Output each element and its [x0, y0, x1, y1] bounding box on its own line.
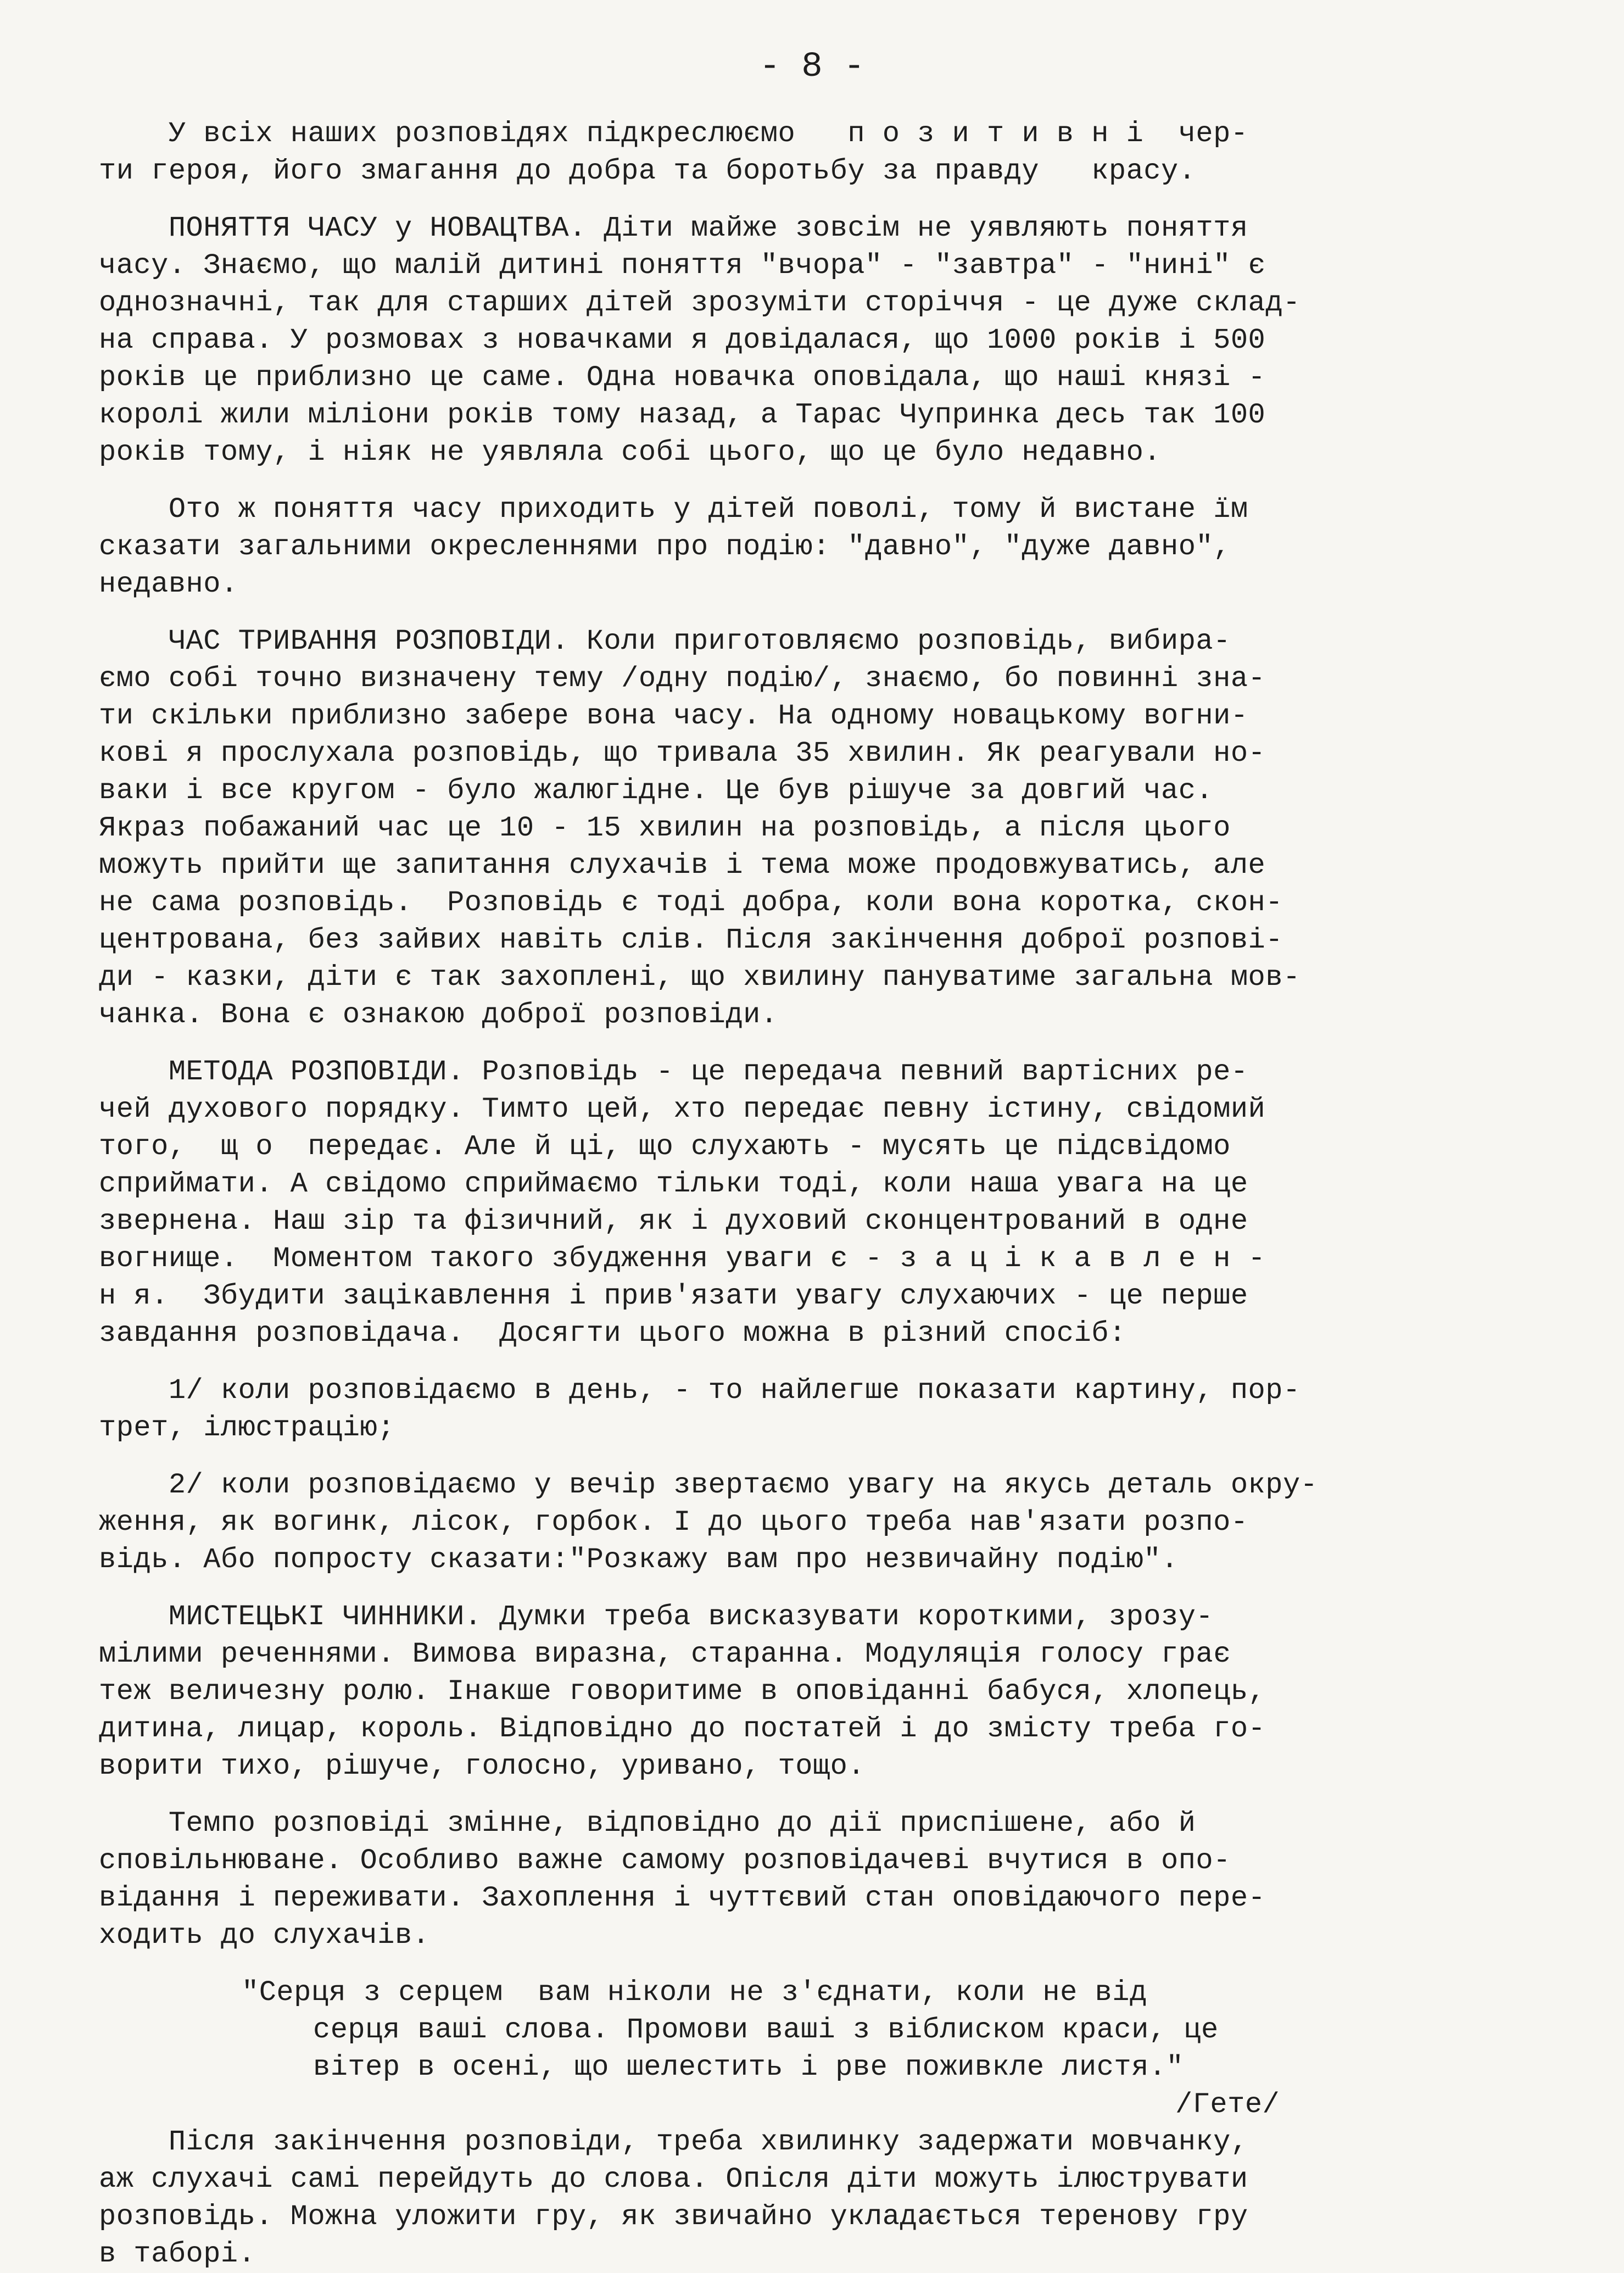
paragraph-line: розповідь. Можна уложити гру, як звичайно укладається теренову гру: [99, 2200, 1248, 2233]
paragraph-line: ємо собі точно визначену тему /одну подію/, знаємо, бо повинні зна-: [99, 662, 1266, 695]
paragraph-intro: [99, 115, 1538, 190]
paragraph-line: Темпо розповіді змінне, відповідно до дії приспішене, або й: [99, 1807, 1196, 1840]
paragraph-time-concept-2: [99, 491, 1538, 603]
paragraph-line: сприймати. А свідомо сприймаємо тільки тоді, коли наша увага на це: [99, 1168, 1248, 1200]
paragraph-method: [99, 1054, 1538, 1352]
paragraph-gap: [99, 190, 1538, 210]
paragraph-line: на справа. У розмовах з новачками я довідалася, що 1000 років і 500: [99, 324, 1266, 356]
paragraph-line: чей духового порядку. Тимто цей, хто передає певну істину, свідомий: [99, 1093, 1266, 1126]
quote-block: [99, 1974, 1538, 2124]
paragraph-gap: [99, 471, 1538, 491]
paragraph-line: не сама розповідь. Розповідь є тоді добра, коли вона коротка, скон-: [99, 887, 1283, 919]
paragraph-line: кові я прослухала розповідь, що тривала 35 хвилин. Як реагували но-: [99, 737, 1266, 770]
paragraph-gap: [99, 1785, 1538, 1805]
paragraph-line: трет, ілюстрацію;: [99, 1412, 395, 1444]
paragraph-line: Якраз побажаний час це 10 - 15 хвилин на розповідь, а після цього: [99, 812, 1231, 844]
paragraph-line: дитина, лицар, король. Відповідно до постатей і до змісту треба го-: [99, 1713, 1266, 1745]
paragraph-line: аж слухачі самі перейдуть до слова. Опісля діти можуть ілюструвати: [99, 2163, 1248, 2196]
paragraph-line: МЕТОДА РОЗПОВІДИ. Розповідь - це передача певний вартісних ре-: [99, 1056, 1248, 1088]
paragraph-line: ходить до слухачів.: [99, 1919, 430, 1952]
paragraph-line: однозначні, так для старших дітей зрозуміти сторіччя - це дуже склад-: [99, 287, 1301, 319]
paragraph-gap: [99, 603, 1538, 623]
paragraph-line: н я. Збудити зацікавлення і прив'язати увагу слухаючих - це перше: [99, 1280, 1248, 1312]
paragraph-line: королі жили міліони років тому назад, а Тарас Чупринка десь так 100: [99, 399, 1266, 431]
paragraph-line: вогнище. Моментом такого збудження уваги є - з а ц і к а в л е н -: [99, 1243, 1266, 1275]
paragraph-gap: [99, 1579, 1538, 1598]
paragraph-line: років тому, і ніяк не уявляла собі цього, що це було недавно.: [99, 436, 1162, 469]
paragraph-line: того, щ о передає. Але й ці, що слухають - мусять це підсвідомо: [99, 1130, 1231, 1163]
paragraph-line: відання і переживати. Захоплення і чуттєвий стан оповідаючого пере-: [99, 1882, 1266, 1914]
quote-signature: /Гете/: [1175, 2088, 1280, 2121]
paragraph-gap: [99, 1034, 1538, 1054]
paragraph-line: 2/ коли розповідаємо у вечір звертаємо увагу на якусь деталь окру-: [99, 1469, 1318, 1501]
paragraph-line: ження, як вогинк, лісок, горбок. І до цього треба нав'язати розпо-: [99, 1506, 1248, 1539]
paragraphs: [99, 115, 1538, 1974]
paragraph-line: ти героя, його змагання до добра та боротьбу за правду красу.: [99, 155, 1196, 187]
paragraph-line: ПОНЯТТЯ ЧАСУ у НОВАЦТВА. Діти майже зовсім не уявляють поняття: [99, 212, 1248, 244]
paragraph-line: недавно.: [99, 568, 238, 600]
paragraph-tempo: [99, 1805, 1538, 1954]
paragraph-point-1: [99, 1372, 1538, 1447]
paragraph-line: ворити тихо, рішуче, голосно, уривано, тощо.: [99, 1750, 866, 1782]
quote-line: серця ваші слова. Промови ваші з віблиском краси, це: [313, 2014, 1219, 2046]
paragraph-duration: [99, 623, 1538, 1034]
paragraph-artistic: [99, 1598, 1538, 1785]
page-number: - 8 -: [759, 47, 865, 87]
paragraph-line: сповільнюване. Особливо важне самому розповідачеві вчутися в опо-: [99, 1845, 1231, 1877]
paragraph-line: центрована, без зайвих навіть слів. Після закінчення доброї розпові-: [99, 924, 1283, 956]
paragraph-line: років це приблизно це саме. Одна новачка оповідала, що наші князі -: [99, 361, 1266, 394]
paragraph-time-concept: [99, 210, 1538, 471]
paragraph-line: 1/ коли розповідаємо в день, - то найлегше показати картину, пор-: [99, 1374, 1301, 1407]
paragraph-gap: [99, 1447, 1538, 1467]
paragraph-gap: [99, 1352, 1538, 1372]
paragraph-line: ваки і все кругом - було жалюгідне. Це був рішуче за довгий час.: [99, 775, 1214, 807]
paragraph-line: ди - казки, діти є так захоплені, що хвилину пануватиме загальна мов-: [99, 961, 1301, 994]
document-body: [99, 115, 1538, 2273]
paragraph-line: відь. Або попросту сказати:"Розкажу вам про незвичайну подію".: [99, 1544, 1179, 1576]
paragraph-line: Після закінчення розповіди, треба хвилинку задержати мовчанку,: [99, 2126, 1248, 2158]
quote-line: вітер в осені, що шелестить і рве поживкле листя.": [313, 2051, 1184, 2083]
paragraph-gap: [99, 1954, 1538, 1974]
paragraph-line: мілими реченнями. Вимова виразна, старанна. Модуляція голосу грає: [99, 1638, 1231, 1670]
closing-paragraph: [99, 2124, 1538, 2273]
paragraph-line: завдання розповідача. Досягти цього можна в різний спосіб:: [99, 1317, 1126, 1350]
paragraph-line: часу. Знаємо, що малій дитині поняття "вчора" - "завтра" - "нині" є: [99, 249, 1266, 282]
paragraph-line: ти скільки приблизно забере вона часу. На одному новацькому вогни-: [99, 700, 1248, 732]
paragraph-line: можуть прийти ще запитання слухачів і тема може продовжуватись, але: [99, 849, 1266, 882]
paragraph-line: сказати загальними окресленнями про подію: "давно", "дуже давно",: [99, 531, 1231, 563]
quote-line: "Серця з серцем вам ніколи не з'єднати, коли не від: [242, 1976, 1147, 2009]
paragraph-point-2: [99, 1467, 1538, 1579]
paragraph-line: в таборі.: [99, 2238, 256, 2270]
paragraph-line: звернена. Наш зір та фізичний, як і духовий сконцентрований в одне: [99, 1205, 1248, 1238]
paragraph-line: МИСТЕЦЬКІ ЧИННИКИ. Думки треба висказувати короткими, зрозу-: [99, 1601, 1214, 1633]
paragraph-line: У всіх наших розповідях підкреслюємо п о з и т и в н і чер-: [99, 118, 1248, 150]
paragraph-line: Ото ж поняття часу приходить у дітей поволі, тому й вистане їм: [99, 493, 1248, 526]
paragraph-line: ЧАС ТРИВАННЯ РОЗПОВІДИ. Коли приготовляємо розповідь, вибира-: [99, 625, 1231, 658]
paragraph-line: чанка. Вона є ознакою доброї розповіди.: [99, 999, 778, 1031]
paragraph-line: теж величезну ролю. Інакше говоритиме в оповіданні бабуся, хлопець,: [99, 1675, 1266, 1708]
